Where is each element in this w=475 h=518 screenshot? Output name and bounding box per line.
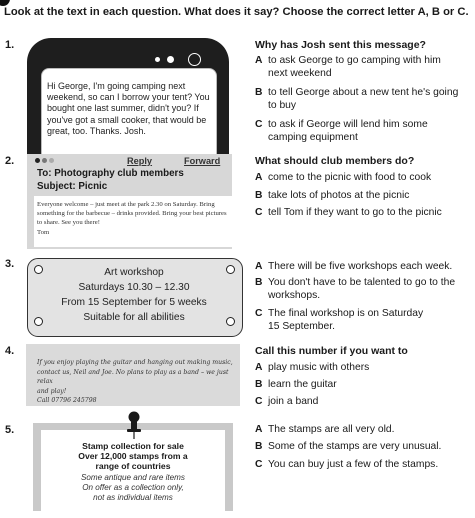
note-line: Call 07796 245798	[37, 397, 97, 405]
option-letter: A	[255, 424, 263, 435]
question-2-text: What should club members do?	[255, 155, 415, 167]
note-line: If you enjoy playing the guitar and hanging out making music,	[37, 359, 233, 366]
option-text: You don't have to be talented to go to the	[268, 277, 456, 288]
question-3-option-c[interactable]	[255, 307, 465, 333]
stamp-title-line: Stamp collection for sale	[82, 441, 184, 451]
option-text: Some of the stamps are very unusual.	[268, 441, 442, 452]
option-letter: B	[255, 87, 263, 98]
option-text: join a band	[268, 396, 319, 407]
option-text: to tell George about a new tent he's going	[268, 87, 459, 98]
note-line: contact us, Neil and Joe. No plans to play as a band – we just relax	[37, 368, 229, 386]
question-3-number: 3.	[5, 258, 15, 270]
phone-camera-dot	[155, 57, 160, 62]
option-letter: C	[255, 308, 263, 319]
option-text: to buy	[268, 100, 297, 111]
handwritten-note-text	[37, 358, 236, 406]
stamp-title-line: range of countries	[95, 461, 171, 471]
window-dot-icon	[42, 158, 47, 163]
option-letter: B	[255, 277, 263, 288]
question-1-option-c[interactable]	[255, 118, 465, 144]
option-text: workshops.	[268, 290, 321, 301]
question-4-option-c[interactable]	[255, 395, 465, 408]
option-text: learn the guitar	[268, 379, 337, 390]
question-2-option-b[interactable]	[255, 189, 465, 202]
question-5-option-a[interactable]	[255, 423, 465, 436]
notice-line: Suitable for all abilities	[83, 312, 185, 323]
email-body	[37, 200, 231, 237]
question-5-option-c[interactable]	[255, 458, 465, 471]
option-letter: C	[255, 396, 263, 407]
question-5-option-b[interactable]	[255, 440, 465, 453]
phone-camera-dot	[167, 56, 174, 63]
stamp-subtext-line: Some antique and rare items	[81, 473, 185, 482]
notice-line: From 15 September for 5 weeks	[61, 297, 207, 308]
option-text: come to the picnic with food to cook	[268, 172, 432, 183]
option-text: take lots of photos at the picnic	[268, 190, 410, 201]
stamp-subtext-line: On offer as a collection only,	[82, 483, 184, 492]
email-subject: Subject: Picnic	[37, 181, 108, 192]
question-4-option-a[interactable]	[255, 361, 465, 374]
option-text: The stamps are all very old.	[268, 424, 395, 435]
question-4-number: 4.	[5, 345, 15, 357]
question-1-option-a[interactable]	[255, 54, 465, 80]
question-4-option-b[interactable]	[255, 378, 465, 391]
question-3-option-a[interactable]	[255, 260, 465, 273]
option-text: to ask George to go camping with him	[268, 55, 441, 66]
option-text: next weekend	[268, 68, 332, 79]
phone-message: Hi George, I'm going camping next weekend, so can I borrow your tent? You bought one last summer, didn't you? If you've got a small cooker, that would be great, too. Thanks. Josh.	[47, 81, 210, 136]
option-text: to ask if George will lend him some	[268, 119, 428, 130]
notice-line: Saturdays 10.30 – 12.30	[78, 282, 190, 293]
option-text: camping equipment	[268, 132, 358, 143]
stamp-subtext-line: not as individual items	[93, 493, 173, 502]
question-1-text: Why has Josh sent this message?	[255, 39, 426, 51]
option-letter: A	[255, 261, 263, 272]
email-body-text: Everyone welcome – just meet at the park 2.30 on Saturday. Bring something for the barbecue – drinks provided. Bring your best pictures to share. See you there!	[37, 201, 227, 227]
question-3-option-b[interactable]	[255, 276, 465, 302]
question-2-number: 2.	[5, 155, 15, 167]
question-1-option-b[interactable]	[255, 86, 465, 112]
option-text: 15 September.	[268, 321, 335, 332]
notice-line: Art workshop	[104, 267, 164, 278]
window-dot-icon	[49, 158, 54, 163]
option-letter: C	[255, 459, 263, 470]
option-text: The final workshop is on Saturday	[268, 308, 424, 319]
email-to: To: Photography club members	[37, 168, 184, 179]
option-letter: B	[255, 379, 263, 390]
option-letter: C	[255, 119, 263, 130]
email-signature: Tom	[37, 228, 50, 236]
option-letter: C	[255, 207, 263, 218]
note-line: and play!	[37, 387, 67, 395]
option-text: There will be five workshops each week.	[268, 261, 453, 272]
question-2-option-c[interactable]	[255, 206, 465, 219]
option-letter: B	[255, 441, 263, 452]
option-letter: A	[255, 55, 263, 66]
option-text: tell Tom if they want to go to the picnic	[268, 207, 442, 218]
question-1-number: 1.	[5, 39, 15, 51]
forward-link[interactable]: Forward	[184, 156, 221, 166]
question-2-option-a[interactable]	[255, 171, 465, 184]
option-letter: A	[255, 172, 263, 183]
option-text: play music with others	[268, 362, 370, 373]
option-letter: A	[255, 362, 263, 373]
option-letter: B	[255, 190, 263, 201]
instruction-text: Look at the text in each question. What does it say? Choose the correct letter A, B or C.	[4, 6, 469, 18]
stamp-title-line: Over 12,000 stamps from a	[78, 451, 188, 461]
window-dot-icon	[35, 158, 40, 163]
option-text: You can buy just a few of the stamps.	[268, 459, 439, 470]
reply-link[interactable]: Reply	[127, 156, 153, 166]
pin-icon	[122, 409, 146, 443]
question-5-number: 5.	[5, 424, 15, 436]
question-4-text: Call this number if you want to	[255, 345, 408, 357]
phone-speaker-icon	[188, 53, 201, 66]
